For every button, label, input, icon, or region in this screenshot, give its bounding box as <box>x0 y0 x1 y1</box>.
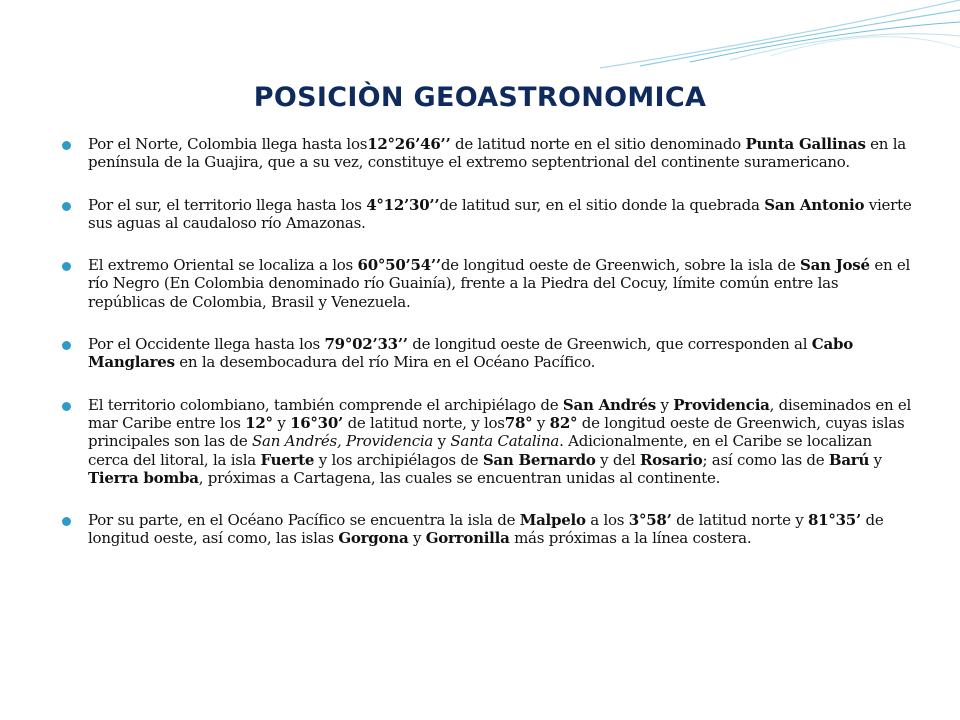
text-run: y <box>656 395 674 414</box>
bullet-item-norte <box>60 135 912 172</box>
circle-bullet-icon <box>62 341 71 350</box>
text-run: y <box>532 413 550 432</box>
circle-bullet-icon <box>62 202 71 211</box>
slide-title: POSICIÒN GEOASTRONOMICA <box>253 82 707 113</box>
text-run: y del <box>595 450 640 469</box>
bullet-text <box>88 256 912 311</box>
text-run: El territorio colombiano, también comprende el archipiélago de <box>88 395 563 414</box>
text-run: y <box>433 432 451 451</box>
bold-text: 82° <box>549 413 578 432</box>
bold-text: San Antonio <box>764 195 865 214</box>
bullet-text <box>88 335 912 372</box>
text-run: , diseminados en el mar Caribe entre los <box>88 395 912 432</box>
bold-text: Punta Gallinas <box>745 135 866 153</box>
bold-text: 12° <box>245 413 273 432</box>
text-run: Por su parte, en el Océano Pacífico se encuentra la isla de <box>88 511 520 530</box>
bold-text: 60°50’54’’ <box>357 256 441 275</box>
bold-text: Malpelo <box>519 511 586 530</box>
italic-text: San Andrés, Providencia <box>251 432 434 451</box>
bold-text: San José <box>800 256 870 275</box>
text-run: en el río Negro (En Colombia denominado río Guainía), frente a la Piedra del Cocuy, límite común entre las repúblicas de Colombia, Brasil y Venezuela. <box>88 256 911 311</box>
text-run: , próximas a Cartagena, las cuales se encuentran unidas al continente. <box>198 468 721 487</box>
bold-text: Providencia <box>673 395 770 414</box>
text-run: de latitud norte, y los <box>343 413 505 432</box>
bullet-text <box>88 135 912 172</box>
bold-text: 12°26’46’’ <box>367 135 451 153</box>
text-run: de longitud oeste de Greenwich, sobre la isla de <box>440 256 801 275</box>
text-run: a los <box>585 511 629 530</box>
bold-text: 4°12’30’’ <box>366 195 440 214</box>
bullet-item-caribe <box>60 396 912 487</box>
text-run: ; así como las de <box>702 450 829 469</box>
text-run: y los archipiélagos de <box>314 450 483 469</box>
bold-text: San Andrés <box>562 395 656 414</box>
text-run: . Adicionalmente, en el Caribe se localizan cerca del litoral, la isla <box>88 432 872 469</box>
italic-text: Santa Catalina <box>450 432 560 451</box>
text-run: y <box>408 529 426 548</box>
bullet-text <box>88 396 912 487</box>
bold-text: 79°02’33’’ <box>324 335 408 354</box>
bold-text: Barú <box>828 450 870 469</box>
text-run: Por el Norte, Colombia llega hasta los <box>88 135 368 153</box>
text-run: El extremo Oriental se localiza a los <box>88 256 358 275</box>
bold-text: Fuerte <box>260 450 315 469</box>
text-run: de latitud norte en el sitio denominado <box>450 135 746 153</box>
text-run: en la península de la Guajira, que a su vez, constituye el extremo septentrional del continente suramericano. <box>88 135 906 172</box>
circle-bullet-icon <box>62 402 71 411</box>
text-run: de latitud norte y <box>671 511 808 530</box>
bold-text: 78° <box>504 413 533 432</box>
bullet-item-sur <box>60 196 912 233</box>
bold-text: Tierra bomba <box>88 468 199 487</box>
circle-bullet-icon <box>62 141 71 150</box>
text-run: de longitud oeste de Greenwich, que corresponden al <box>407 335 812 354</box>
text-run: y <box>869 450 882 469</box>
bullet-item-occidente <box>60 335 912 372</box>
bold-text: Rosario <box>639 450 703 469</box>
bold-text: San Bernardo <box>482 450 596 469</box>
text-run: vierte sus aguas al caudaloso río Amazonas. <box>88 195 912 232</box>
bold-text: 81°35’ <box>807 511 861 530</box>
bullet-item-pacifico <box>60 511 912 548</box>
circle-bullet-icon <box>62 262 71 271</box>
bullet-text <box>88 511 912 548</box>
bold-text: Gorronilla <box>425 529 510 548</box>
bullet-list <box>60 135 912 572</box>
text-run: de longitud oeste de Greenwich, cuyas islas principales son las de <box>88 413 905 451</box>
text-run: y <box>272 413 291 432</box>
text-run: de latitud sur, en el sitio donde la quebrada <box>439 195 765 214</box>
circle-bullet-icon <box>62 517 71 526</box>
text-run: Por el sur, el territorio llega hasta los <box>88 195 367 214</box>
bold-text: Cabo Manglares <box>88 335 853 372</box>
text-run: de longitud oeste, así como, las islas <box>88 511 884 548</box>
bold-text: 3°58’ <box>628 511 672 530</box>
text-run: en la desembocadura del río Mira en el Océano Pacífico. <box>174 353 596 372</box>
bullet-item-oriental <box>60 256 912 311</box>
bold-text: 16°30’ <box>290 413 344 432</box>
text-run: más próximas a la línea costera. <box>509 529 752 548</box>
text-run: Por el Occidente llega hasta los <box>88 335 325 354</box>
bullet-text <box>88 196 912 233</box>
bold-text: Gorgona <box>338 529 409 548</box>
